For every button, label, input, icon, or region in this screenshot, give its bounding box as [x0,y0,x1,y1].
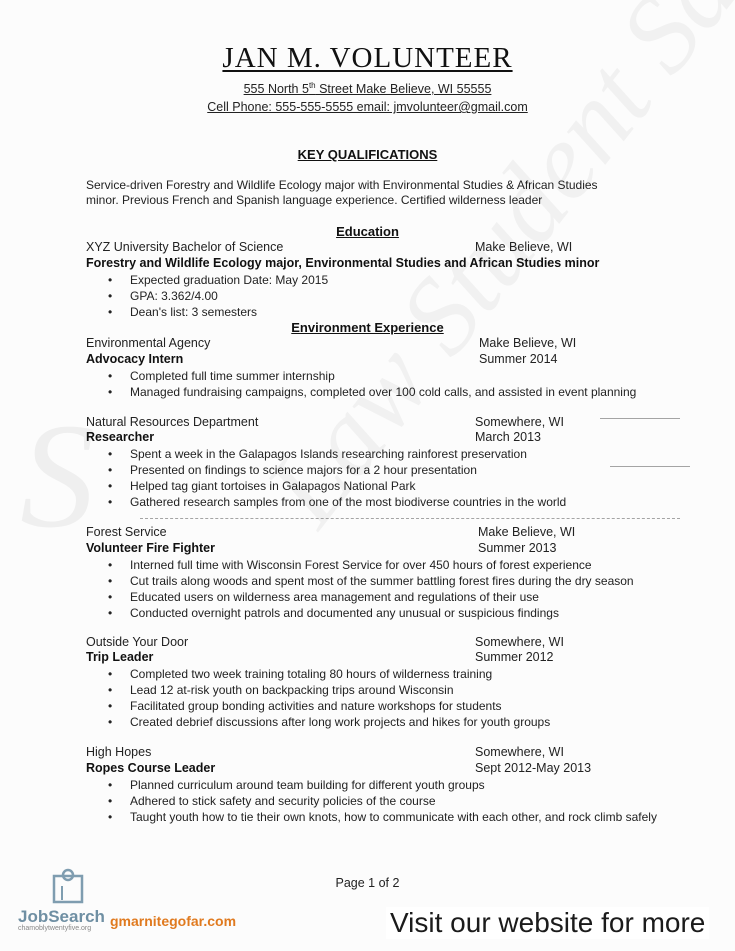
school-name: XYZ University Bachelor of Science [86,240,284,254]
job-bullets [108,777,657,825]
list-item: • Facilitated group bonding activities and nature workshops for students [108,698,550,714]
job-date: March 2013 [475,430,542,444]
job-org: Outside Your Door [86,635,189,649]
list-item: • Completed two week training totaling 80 hours of wilderness training [108,666,550,682]
job-location: Somewhere, WI [475,745,564,759]
experience-title: Environment Experience [291,320,444,335]
logo-subtext: chamoblytwentyfive.org [18,925,92,932]
visit-banner[interactable]: Visit our website for more [386,907,709,939]
address-sup: th [308,81,316,90]
job-org-row [86,415,706,429]
job-org-row [86,336,706,350]
job-date: Summer 2014 [479,352,558,366]
address-post: Street Make Believe, WI 55555 [315,82,492,97]
job-bullets [108,446,566,510]
watermark-line [610,466,690,467]
qualifications-text: Service-driven Forestry and Wildlife Ecology major with Environmental Studies & African Studies minor. Previous French and Spanish language experience. Certified wilderness leader [86,178,598,207]
job-org-row [86,525,706,539]
page-number: Page 1 of 2 [335,876,400,890]
watermark-line [140,518,680,519]
job-role-row [86,430,706,444]
job-location: Somewhere, WI [475,635,564,649]
job-role-row [86,650,706,664]
job-role-row [86,541,706,555]
job-location: Make Believe, WI [479,336,577,350]
education-bullets [108,272,328,320]
job-location: Somewhere, WI [475,415,564,429]
job-org: Natural Resources Department [86,415,259,429]
logo-domain: gmarnitegofar.com [110,913,237,929]
list-item: • Managed fundraising campaigns, completed over 100 cold calls, and assisted in event planning [108,384,636,400]
job-role: Trip Leader [86,650,154,664]
list-item: • Interned full time with Wisconsin Forest Service for over 450 hours of forest experience [108,557,634,573]
job-location: Make Believe, WI [478,525,576,539]
list-item: • Cut trails along woods and spent most of the summer battling forest fires during the dry season [108,573,634,589]
logo-icon [48,866,88,906]
qualifications-title: KEY QUALIFICATIONS [297,147,438,162]
job-org-row [86,635,706,649]
job-date: Summer 2012 [475,650,554,664]
address-line [0,81,735,96]
list-item: • Taught youth how to tie their own knots, how to communicate with each other, and rock climb safely [108,809,657,825]
job-org: High Hopes [86,745,152,759]
list-item: • Expected graduation Date: May 2015 [108,272,328,288]
job-role: Volunteer Fire Fighter [86,541,215,555]
job-bullets [108,666,550,730]
job-role: Ropes Course Leader [86,761,216,775]
education-school-row [86,240,706,254]
list-item: • Adhered to stick safety and security policies of the course [108,793,657,809]
list-item: • Conducted overnight patrols and documented any unusual or suspicious findings [108,605,634,621]
watermark-letter: S [20,393,95,559]
job-role: Researcher [86,430,155,444]
job-date: Summer 2013 [478,541,557,555]
job-org: Forest Service [86,525,167,539]
job-date: Sept 2012-May 2013 [475,761,592,775]
job-bullets [108,557,634,621]
education-major: Forestry and Wildlife Ecology major, Environmental Studies and African Studies minor [86,256,600,270]
list-item: • Completed full time summer internship [108,368,636,384]
job-org-row [86,745,706,759]
education-title: Education [336,224,399,239]
list-item: • Spent a week in the Galapagos Islands researching rainforest preservation [108,446,566,462]
list-item: • Planned curriculum around team building for different youth groups [108,777,657,793]
job-role-row [86,352,706,366]
job-role-row [86,761,706,775]
contact-line: Cell Phone: 555-555-5555 email: jmvolunteer@gmail.com [207,100,528,114]
list-item: • Created debrief discussions after long work projects and hikes for youth groups [108,714,550,730]
list-item: • Lead 12 at-risk youth on backpacking trips around Wisconsin [108,682,550,698]
list-item: • Educated users on wilderness area management and regulations of their use [108,589,634,605]
logo-text: JobSearch [18,907,105,926]
job-org: Environmental Agency [86,336,211,350]
list-item: • GPA: 3.362/4.00 [108,288,328,304]
list-item: • Presented on findings to science majors for a 2 hour presentation [108,462,566,478]
list-item: • Dean's list: 3 semesters [108,304,328,320]
list-item: • Helped tag giant tortoises in Galapagos National Park [108,478,566,494]
job-role: Advocacy Intern [86,352,184,366]
job-bullets [108,368,636,400]
candidate-name: JAN M. VOLUNTEER [222,42,513,74]
list-item: • Gathered research samples from one of the most biodiverse countries in the world [108,494,566,510]
school-location: Make Believe, WI [475,240,573,254]
address-pre: 555 North 5 [243,82,309,97]
